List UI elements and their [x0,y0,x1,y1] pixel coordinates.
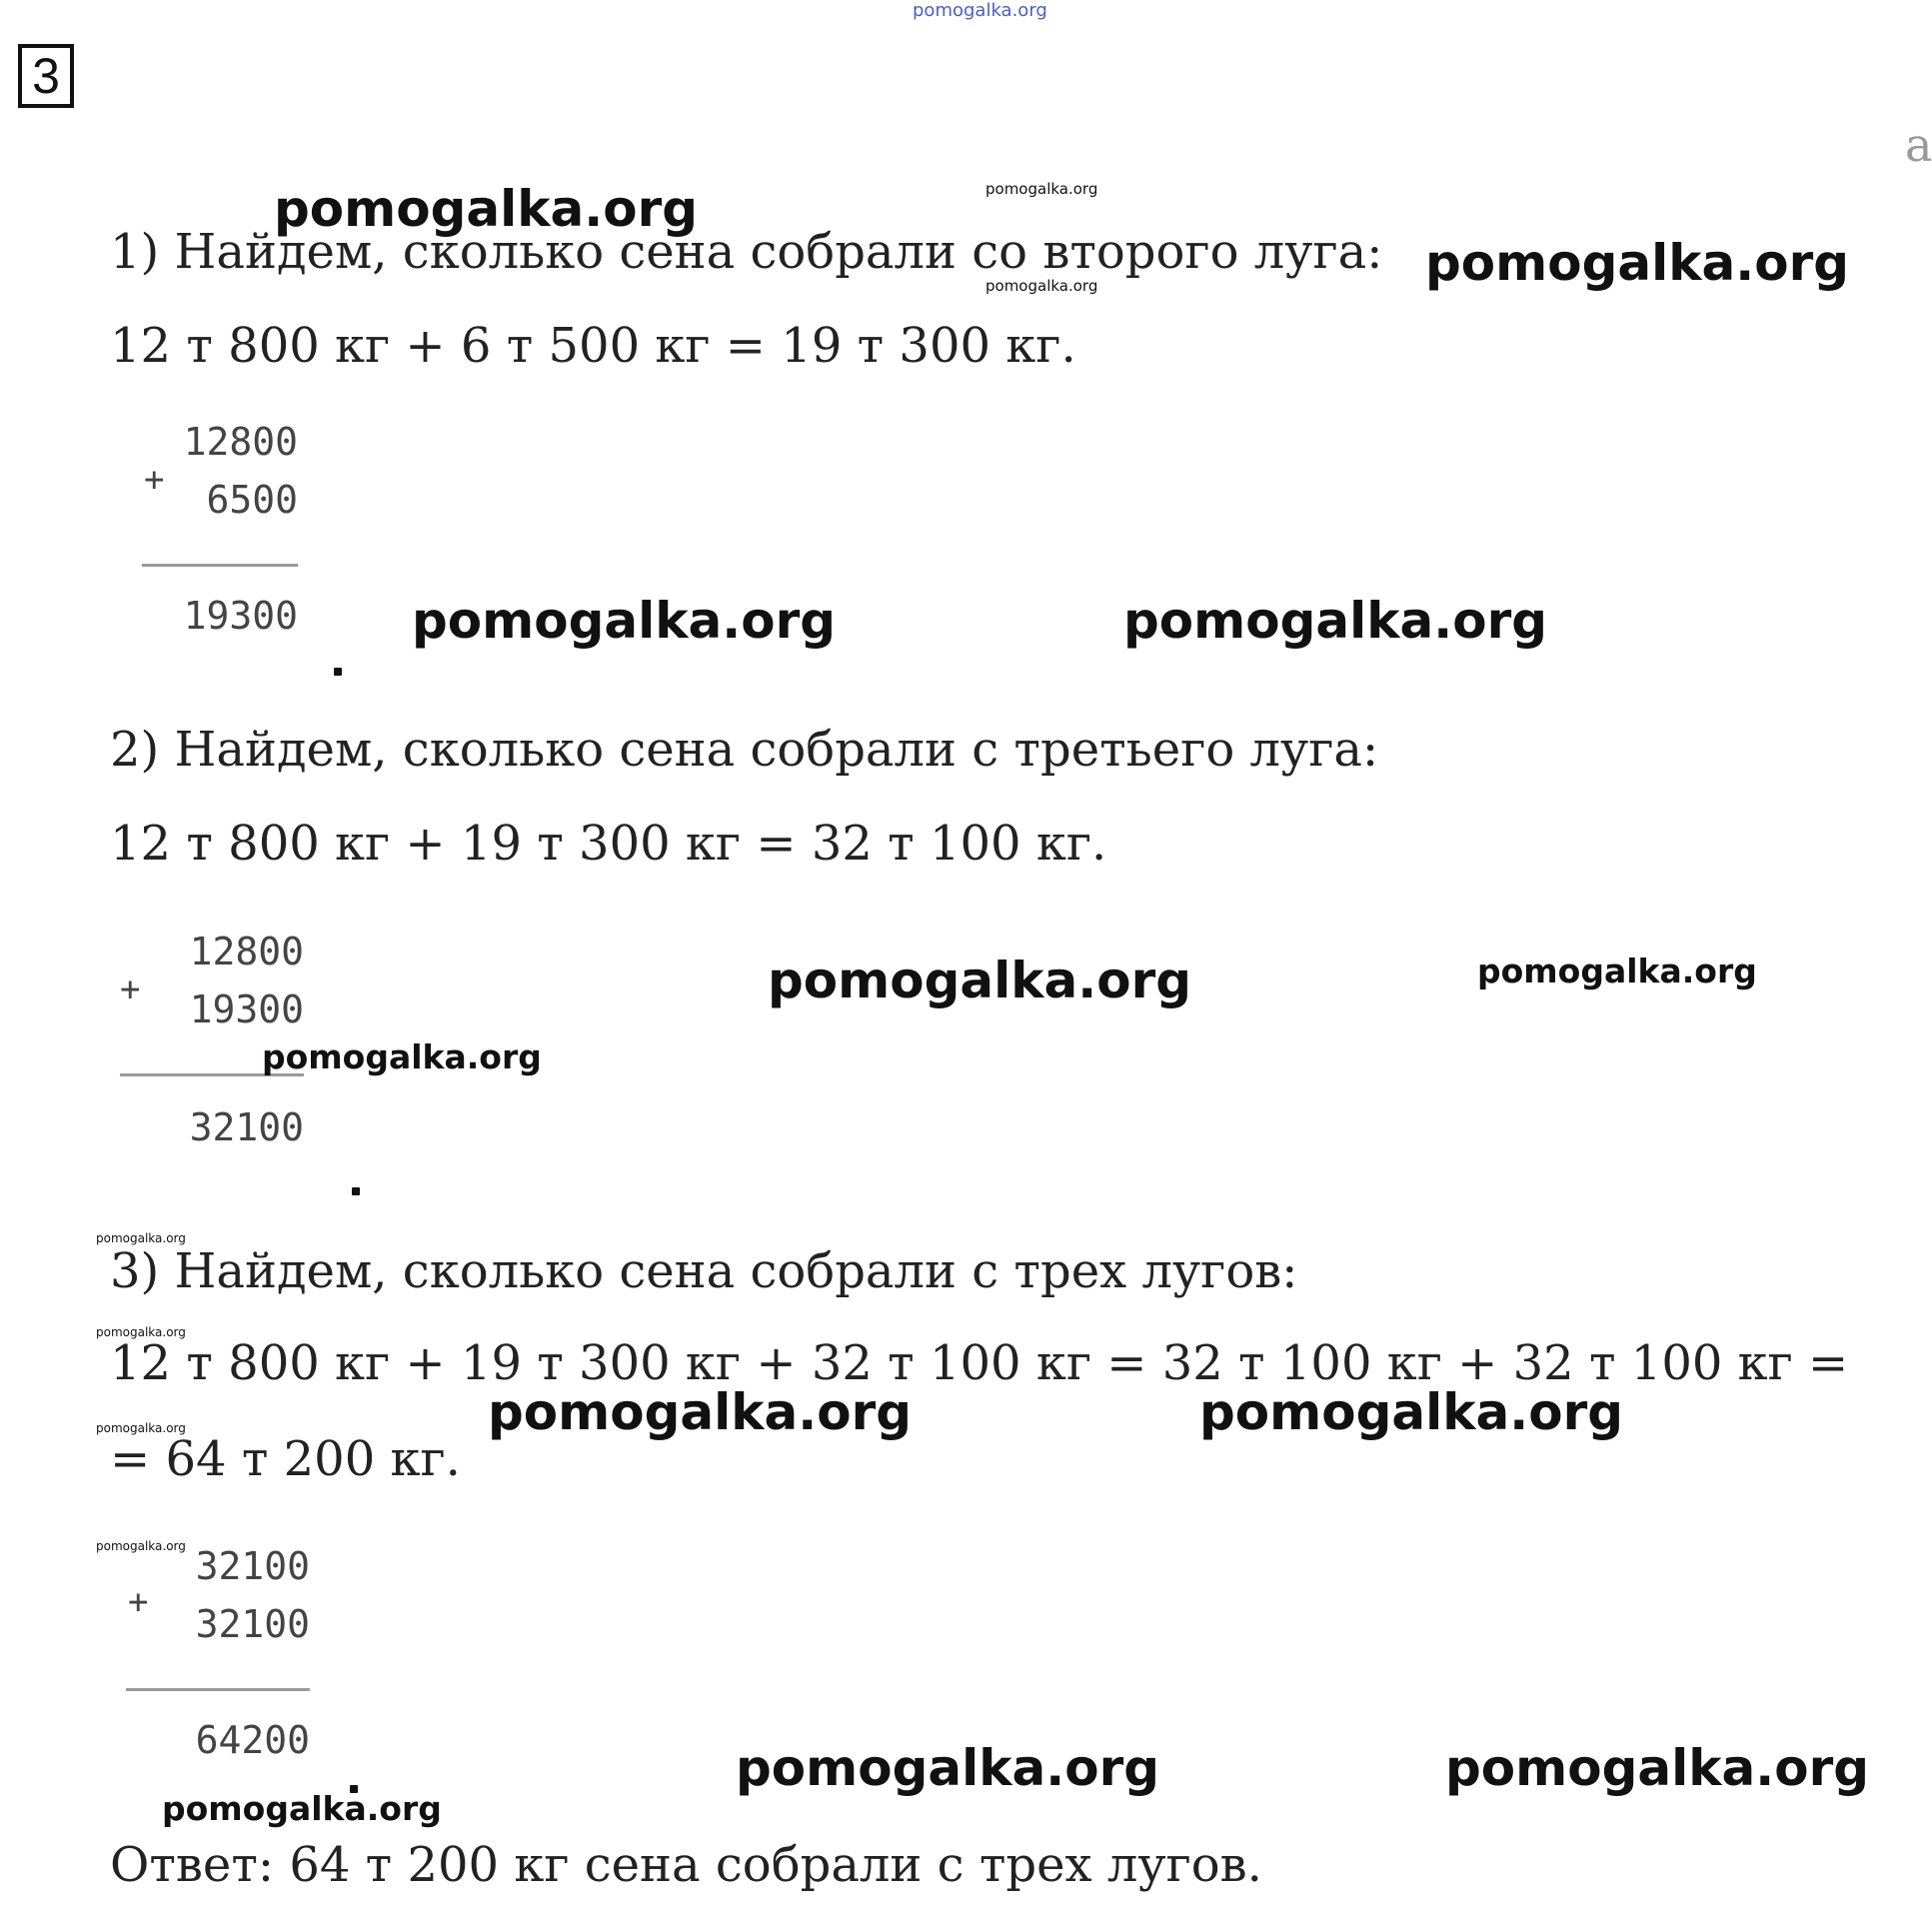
step-1-equation: 12 т 800 кг + 6 т 500 кг = 19 т 300 кг. [110,318,1076,374]
period-dot [352,1187,360,1195]
period-dot [334,668,342,676]
step-3-column-addition [128,1544,310,1774]
watermark: pomogalka.org [96,1325,186,1339]
step-1-column-addition [138,420,298,650]
operand-2: 19300 [189,987,304,1031]
watermark: pomogalka.org [274,180,699,238]
operand-1: 12800 [183,420,298,464]
watermark: pomogalka.org [985,180,1098,198]
step-2-heading: 2) Найдем, сколько сена собрали с третьего луга: [110,722,1379,778]
step-3-heading: 3) Найдем, сколько сена собрали с трех лугов: [110,1243,1298,1299]
watermark: pomogalka.org [1199,1383,1624,1441]
result: 32100 [189,1105,304,1149]
watermark: pomogalka.org [162,1789,442,1828]
plus-sign: + [128,1582,149,1622]
watermark: pomogalka.org [96,1539,186,1553]
plus-sign: + [120,969,141,1009]
operand-1: 12800 [189,930,304,973]
watermark: pomogalka.org [262,1037,542,1076]
operand-2: 6500 [206,478,298,522]
watermark: pomogalka.org [1445,1739,1870,1797]
operand-1: 32100 [195,1544,310,1588]
watermark: pomogalka.org [412,592,837,650]
task-number-box: 3 [18,44,74,108]
watermark: pomogalka.org [1425,234,1850,292]
watermark: pomogalka.org [736,1739,1160,1797]
sum-rule [126,1688,310,1691]
edge-glyph: a [1905,118,1932,172]
watermark: pomogalka.org [985,277,1098,295]
watermark: pomogalka.org [1123,592,1548,650]
watermark: pomogalka.org [1477,952,1757,990]
watermark: pomogalka.org [96,1231,186,1245]
operand-2: 32100 [195,1602,310,1646]
watermark: pomogalka.org [488,1383,913,1441]
result: 64200 [195,1718,310,1762]
step-1-heading: 1) Найдем, сколько сена собрали со второго луга: [110,224,1383,280]
answer-line: Ответ: 64 т 200 кг сена собрали с трех лугов. [110,1837,1262,1893]
watermark: pomogalka.org [96,1421,186,1435]
watermark: pomogalka.org [768,952,1192,1009]
step-2-equation: 12 т 800 кг + 19 т 300 кг = 32 т 100 кг. [110,816,1107,872]
step-3-equation-line-1: 12 т 800 кг + 19 т 300 кг + 32 т 100 кг = 32 т 100 кг + 32 т 100 кг = [110,1335,1849,1391]
sum-rule [142,564,298,567]
top-watermark-link[interactable]: pomogalka.org [913,0,1047,21]
result: 19300 [183,594,298,638]
step-3-equation-line-2: = 64 т 200 кг. [110,1431,461,1487]
plus-sign: + [144,460,165,500]
